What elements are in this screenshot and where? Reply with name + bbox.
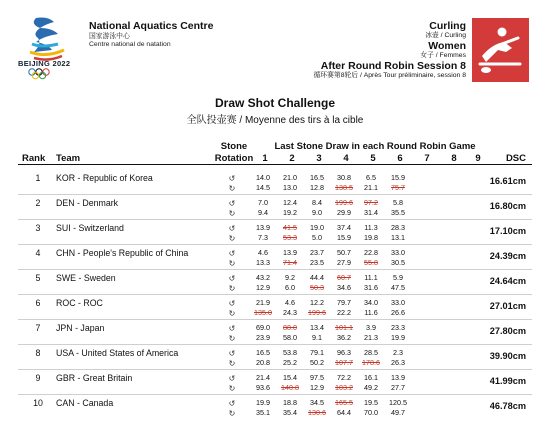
row-dsc: 27.80cm [489,326,526,336]
game-7-header: 7 [424,153,430,164]
score-cell: 33.0 [391,248,405,257]
rotation-ccw-icon: ↺ [228,224,236,233]
game-1-header: 1 [262,153,268,164]
score-cell: 11.6 [364,308,378,317]
score-cell: 41.5 [283,223,297,232]
gender: Women [428,39,466,52]
score-cell: 23.3 [391,323,405,332]
header-divider [18,164,532,165]
col-rotation-header: Rotation [214,153,254,164]
row-rank: 10 [33,398,43,408]
score-cell: 36.2 [337,333,351,342]
rotation-ccw-icon: ↺ [228,274,236,283]
score-cell: 16.5 [310,173,324,182]
score-cell: 4.6 [285,298,295,307]
row-divider [18,194,532,195]
row-team: KOR - Republic of Korea [56,173,153,183]
score-cell: 7.0 [258,198,268,207]
score-cell: 23.7 [310,248,324,257]
score-cell: 5.8 [393,198,403,207]
score-cell: 13.9 [391,373,405,382]
score-cell: 43.2 [256,273,270,282]
col-team-header: Team [56,153,81,164]
row-team: USA - United States of America [56,348,179,358]
row-rank: 7 [35,323,41,333]
score-cell: 13.3 [256,258,270,267]
score-cell: 9.2 [285,273,295,282]
score-cell: 199.6 [308,308,326,317]
score-cell: 21.9 [256,298,270,307]
score-cell: 9.4 [258,208,268,217]
score-cell: 120.5 [389,398,407,407]
score-cell: 12.4 [283,198,297,207]
curling-pictogram-icon [472,18,529,82]
score-cell: 37.4 [337,223,351,232]
rotation-ccw-icon: ↺ [228,174,236,183]
score-cell: 28.3 [391,223,405,232]
score-cell: 107.7 [335,358,353,367]
row-divider [18,344,532,345]
rotation-cw-icon: ↻ [228,284,236,293]
score-cell: 9.0 [312,208,322,217]
score-cell: 8.4 [312,198,322,207]
score-cell: 19.8 [364,233,378,242]
score-cell: 178.6 [362,358,380,367]
score-cell: 26.6 [391,308,405,317]
score-cell: 27.7 [391,383,405,392]
score-cell: 28.5 [364,348,378,357]
game-2-header: 2 [289,153,295,164]
score-cell: 12.2 [310,298,324,307]
score-cell: 60.7 [337,273,351,282]
row-rank: 6 [35,298,41,308]
sport-name-sub: 冰壶 / Curling [425,32,466,40]
score-cell: 19.5 [364,398,378,407]
score-cell: 30.5 [391,258,405,267]
score-cell: 22.8 [364,248,378,257]
score-cell: 21.3 [364,333,378,342]
score-cell: 15.9 [391,173,405,182]
document-subtitle: 全队投壶赛 / Moyenne des tirs à la cible [186,115,364,126]
score-cell: 25.2 [283,358,297,367]
score-cell: 12.8 [310,183,324,192]
row-team: GBR - Great Britain [56,373,133,383]
score-cell: 15.9 [337,233,351,242]
score-cell: 4.6 [258,248,268,257]
score-cell: 12.9 [256,283,270,292]
score-cell: 14.5 [256,183,270,192]
score-cell: 30.8 [337,173,351,182]
score-cell: 11.3 [364,223,378,232]
game-6-header: 6 [397,153,403,164]
row-rank: 9 [35,373,41,383]
row-team: JPN - Japan [56,323,105,333]
score-cell: 13.1 [391,233,405,242]
game-8-header: 8 [451,153,457,164]
score-cell: 50.2 [310,358,324,367]
score-cell: 50.7 [337,248,351,257]
rotation-ccw-icon: ↺ [228,249,236,258]
rotation-ccw-icon: ↺ [228,199,236,208]
score-cell: 93.6 [256,383,270,392]
score-cell: 23.9 [256,333,270,342]
rotation-cw-icon: ↻ [228,359,236,368]
score-cell: 97.2 [364,198,378,207]
row-team: CHN - People's Republic of China [56,248,189,258]
row-rank: 5 [35,273,41,283]
score-cell: 101.1 [335,323,353,332]
score-cell: 19.9 [256,398,270,407]
score-cell: 35.1 [256,408,270,417]
venue-name: National Aquatics Centre [89,20,214,32]
score-cell: 35.4 [283,408,297,417]
score-cell: 103.2 [335,383,353,392]
game-4-header: 4 [343,153,349,164]
rotation-cw-icon: ↻ [228,309,236,318]
document-title-block [0,96,550,126]
rotation-cw-icon: ↻ [228,384,236,393]
score-cell: 130.6 [308,408,326,417]
score-cell: 79.1 [310,348,324,357]
score-cell: 75.7 [391,183,405,192]
row-rank: 1 [35,173,41,183]
event-block [314,20,466,80]
rotation-ccw-icon: ↺ [228,299,236,308]
score-cell: 64.4 [337,408,351,417]
row-divider [18,244,532,245]
score-cell: 29.9 [337,208,351,217]
report-header [0,0,550,86]
score-cell: 22.2 [337,308,351,317]
score-cell: 21.1 [364,183,378,192]
score-cell: 35.5 [391,208,405,217]
row-rank: 8 [35,348,41,358]
rotation-cw-icon: ↻ [228,409,236,418]
score-cell: 6.5 [366,173,376,182]
row-rank: 4 [35,248,41,258]
score-cell: 34.0 [364,298,378,307]
venue-block [89,20,213,49]
score-cell: 6.0 [285,283,295,292]
row-divider [18,219,532,220]
rotation-cw-icon: ↻ [228,259,236,268]
score-cell: 13.9 [283,248,297,257]
gender-sub: 女子 / Femmes [420,51,466,59]
logo-wordmark: BEIJING 2022 [18,59,71,68]
score-cell: 31.4 [364,208,378,217]
row-dsc: 24.64cm [489,276,526,286]
score-cell: 13.4 [310,323,324,332]
score-cell: 72.2 [337,373,351,382]
row-dsc: 39.90cm [489,351,526,361]
row-dsc: 17.10cm [489,226,526,236]
score-cell: 5.9 [393,273,403,282]
score-cell: 26.3 [391,358,405,367]
col-stone-header: Stone [220,141,248,152]
score-cell: 58.0 [283,333,297,342]
score-cell: 53.3 [283,233,297,242]
rotation-ccw-icon: ↺ [228,324,236,333]
rotation-cw-icon: ↻ [228,209,236,218]
session-sub: 循环赛第8轮后 / Après Tour préliminaire, session 8 [313,71,466,79]
score-cell: 3.9 [366,323,376,332]
rotation-cw-icon: ↻ [228,184,236,193]
score-cell: 13.9 [256,223,270,232]
score-cell: 199.6 [335,198,353,207]
score-cell: 24.3 [283,308,297,317]
sport-name: Curling [429,20,466,32]
score-cell: 31.6 [364,283,378,292]
row-dsc: 16.61cm [489,176,526,186]
col-dsc-header: DSC [505,153,526,164]
game-9-header: 9 [475,153,481,164]
row-dsc: 27.01cm [489,301,526,311]
score-cell: 49.7 [391,408,405,417]
score-cell: 19.2 [283,208,297,217]
score-cell: 11.1 [364,273,378,282]
col-rank-header: Rank [22,153,46,164]
score-cell: 21.4 [256,373,270,382]
row-dsc: 46.78cm [489,401,526,411]
rotation-cw-icon: ↻ [228,334,236,343]
score-cell: 44.4 [310,273,324,282]
venue-name-cn: 国家游泳中心 [89,32,130,40]
row-dsc: 16.80cm [489,201,526,211]
score-cell: 5.0 [312,233,322,242]
score-cell: 135.0 [254,308,272,317]
row-divider [18,369,532,370]
score-cell: 140.8 [281,383,299,392]
row-dsc: 24.39cm [489,251,526,261]
score-cell: 97.5 [310,373,324,382]
score-cell: 23.5 [310,258,324,267]
score-cell: 49.2 [364,383,378,392]
score-cell: 7.3 [258,233,268,242]
score-cell: 96.3 [337,348,351,357]
score-cell: 165.5 [335,398,353,407]
score-cell: 138.5 [335,183,353,192]
score-cell: 70.0 [364,408,378,417]
rotation-ccw-icon: ↺ [228,349,236,358]
score-cell: 19.9 [391,333,405,342]
score-cell: 21.0 [283,173,297,182]
score-cell: 27.9 [337,258,351,267]
score-cell: 55.8 [364,258,378,267]
score-cell: 9.1 [312,333,322,342]
score-cell: 53.8 [283,348,297,357]
score-cell: 18.8 [283,398,297,407]
row-team: SWE - Sweden [56,273,116,283]
score-cell: 71.4 [283,258,297,267]
score-cell: 50.3 [310,283,324,292]
score-cell: 47.5 [391,283,405,292]
venue-name-fr: Centre national de natation [89,40,171,48]
row-rank: 3 [35,223,41,233]
row-divider [18,319,532,320]
score-cell: 13.0 [283,183,297,192]
score-cell: 34.5 [310,398,324,407]
row-team: SUI - Switzerland [56,223,124,233]
row-team: ROC - ROC [56,298,103,308]
score-cell: 34.6 [337,283,351,292]
row-dsc: 41.99cm [489,376,526,386]
score-cell: 79.7 [337,298,351,307]
rotation-ccw-icon: ↺ [228,399,236,408]
rotation-ccw-icon: ↺ [228,374,236,383]
score-cell: 15.4 [283,373,297,382]
row-team: CAN - Canada [56,398,114,408]
score-cell: 20.8 [256,358,270,367]
game-3-header: 3 [316,153,322,164]
row-team: DEN - Denmark [56,198,119,208]
score-cell: 12.9 [310,383,324,392]
row-divider [18,294,532,295]
score-cell: 2.3 [393,348,403,357]
score-cell: 88.0 [283,323,297,332]
row-divider [18,394,532,395]
col-games-title: Last Stone Draw in each Round Robin Game [274,141,476,152]
rotation-cw-icon: ↻ [228,234,236,243]
session: After Round Robin Session 8 [320,59,466,72]
score-cell: 16.5 [256,348,270,357]
score-cell: 14.0 [256,173,270,182]
score-cell: 16.1 [364,373,378,382]
document-title: Draw Shot Challenge [214,96,336,110]
row-divider [18,269,532,270]
game-5-header: 5 [370,153,376,164]
beijing-2022-emblem-icon [18,14,76,84]
score-cell: 19.0 [310,223,324,232]
score-cell: 69.0 [256,323,270,332]
score-cell: 33.0 [391,298,405,307]
row-rank: 2 [35,198,41,208]
